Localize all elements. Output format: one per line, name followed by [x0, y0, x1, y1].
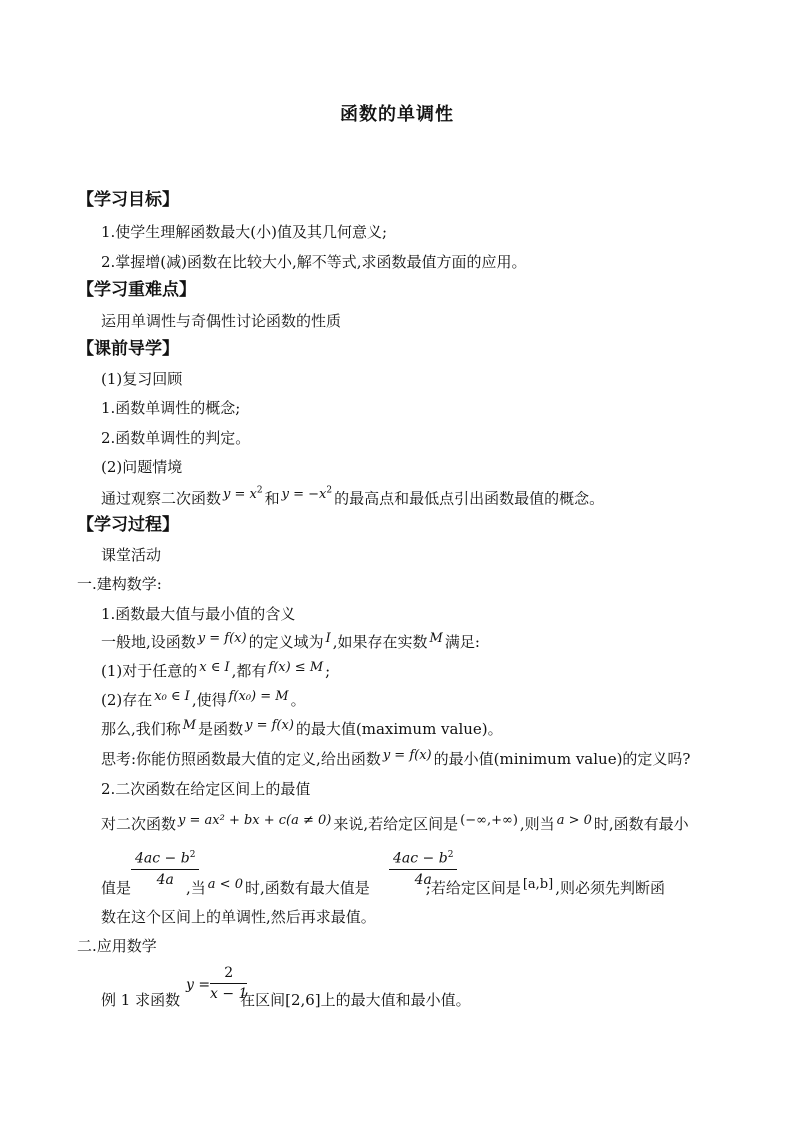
text: ,都有	[231, 662, 267, 680]
heading-key-points: 【学习重难点】	[77, 280, 196, 300]
goal-item-2: 2.掌握增(减)函数在比较大小,解不等式,求函数最值方面的应用。	[101, 253, 527, 271]
preview-sub-2: (2)问题情境	[101, 458, 183, 476]
formula-fx-le-M: f(x) ≤ M	[268, 660, 324, 675]
preview-item-1: 1.函数单调性的概念;	[101, 399, 241, 417]
condition-2	[101, 690, 306, 712]
text: 。	[290, 691, 306, 709]
fraction-max-value: $4ac - b^2$ 4a	[389, 850, 457, 888]
formula-fx: y = f(x)	[382, 748, 432, 763]
text: 的定义域为	[248, 633, 324, 651]
fraction-denominator: 4a	[414, 871, 432, 888]
formula-x0-in-I: x₀ ∈ I	[154, 689, 190, 704]
interval-all-reals: (−∞,+∞)	[460, 813, 518, 828]
example-1	[101, 990, 471, 1010]
formula-y-neg-x2: $y = -x^2$	[281, 486, 333, 503]
text: 时,函数有最小	[593, 815, 689, 833]
think-line	[101, 749, 690, 771]
value-line	[101, 878, 665, 900]
text: ;	[325, 662, 331, 680]
formula-y-x2: $y = x^2$	[223, 486, 263, 503]
text: 来说,若给定区间是	[333, 815, 459, 833]
fraction-numerator: 4ac − b	[393, 850, 448, 867]
point-1-title: 1.函数最大值与最小值的含义	[101, 605, 296, 623]
fraction-example	[210, 965, 247, 1002]
text: ;若给定区间是	[425, 879, 521, 897]
fraction-numerator: 2	[224, 965, 234, 981]
heading-preview: 【课前导学】	[77, 339, 179, 359]
fraction-numerator: 4ac − b	[135, 850, 190, 867]
text: 的最大值(maximum value)。	[295, 720, 503, 738]
text: ,则当	[519, 815, 555, 833]
text: (2)存在	[101, 691, 153, 709]
formula-a-gt-0: a > 0	[556, 813, 592, 828]
formula-text: y = −x	[281, 487, 327, 503]
text: 在区间[2,6]上的最大值和最小值。	[240, 991, 471, 1009]
condition-1	[101, 661, 330, 683]
formula-fx0-eq-M: f(x₀) = M	[228, 689, 289, 704]
fraction-denominator: x − 1	[210, 986, 248, 1002]
text: 对二次函数	[101, 815, 177, 833]
example-y-eq: y =	[186, 977, 211, 993]
text: ,则必须先判断函	[555, 879, 665, 897]
preview-observe	[101, 486, 604, 510]
process-activity: 课堂活动	[101, 546, 162, 564]
page-title: 函数的单调性	[340, 104, 454, 125]
part-2-title: 二.应用数学	[77, 937, 157, 955]
text: 时,函数有最大值是	[244, 879, 370, 897]
text: 的最小值(minimum value)的定义吗?	[433, 750, 691, 768]
text: ,使得	[191, 691, 227, 709]
text: 那么,我们称	[101, 720, 181, 738]
text: 的最高点和最低点引出函数最值的概念。	[334, 489, 605, 508]
text: 满足:	[444, 633, 480, 651]
text: 例 1 求函数	[101, 991, 181, 1009]
preview-sub-1: (1)复习回顾	[101, 370, 183, 388]
symbol-M: M	[429, 631, 443, 646]
formula-quadratic: y = ax² + bx + c(a ≠ 0)	[178, 813, 332, 828]
goal-item-1: 1.使学生理解函数最大(小)值及其几何意义;	[101, 223, 388, 241]
formula-fx: y = f(x)	[197, 631, 247, 646]
text: ,当	[186, 879, 206, 897]
formula-fx: y = f(x)	[245, 718, 294, 733]
symbol-M: M	[182, 718, 197, 733]
text: 一般地,设函数	[101, 633, 196, 651]
definition-line	[101, 632, 480, 654]
formula-x-in-I: x ∈ I	[199, 660, 230, 675]
fraction-min-value: $4ac - b^2$ 4a	[131, 850, 199, 888]
text: 和	[264, 489, 280, 508]
value-line-continued: 数在这个区间上的单调性,然后再求最值。	[101, 908, 376, 926]
part-1-title: 一.建构数学:	[77, 575, 162, 593]
heading-process: 【学习过程】	[77, 515, 179, 535]
formula-text: y = x	[223, 487, 257, 503]
text: ,如果存在实数	[332, 633, 428, 651]
then-line	[101, 719, 503, 741]
text: (1)对于任意的	[101, 662, 198, 680]
preview-item-2: 2.函数单调性的判定。	[101, 429, 251, 447]
text: 是函数	[198, 720, 244, 738]
text: 通过观察二次函数	[101, 489, 222, 508]
interval-a-b: [a,b]	[522, 877, 554, 892]
heading-goals: 【学习目标】	[77, 190, 179, 210]
quadratic-line	[101, 814, 689, 836]
text: 值是	[101, 879, 132, 897]
symbol-I: I	[325, 631, 331, 646]
fraction-denominator: 4a	[156, 871, 174, 888]
formula-a-lt-0: a < 0	[207, 877, 243, 892]
text: 思考:你能仿照函数最大值的定义,给出函数	[101, 750, 381, 768]
point-2-title: 2.二次函数在给定区间上的最值	[101, 780, 311, 798]
key-points-text: 运用单调性与奇偶性讨论函数的性质	[101, 312, 342, 330]
